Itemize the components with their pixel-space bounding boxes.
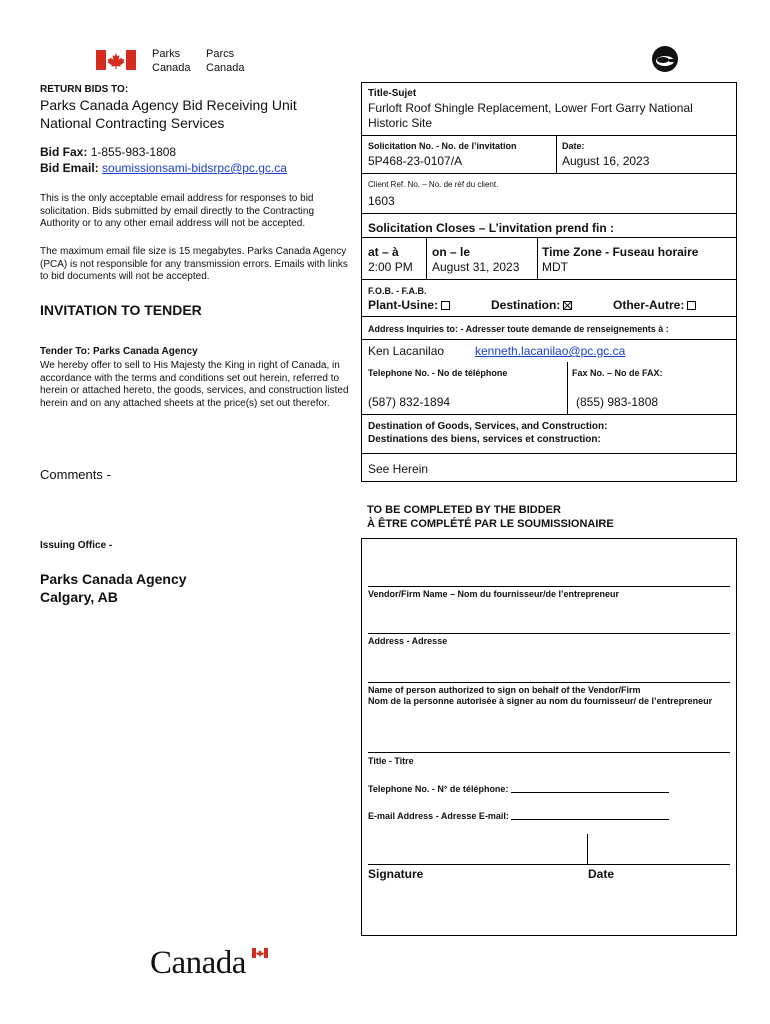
divider [361,237,737,238]
signature-label: Signature [368,867,424,881]
vendor-line[interactable] [368,586,730,587]
size-note: The maximum email file size is 15 megabytes. Parks Canada Agency (PCA) is not responsible for any transmission errors. Emails with links to bid documents will not be accepted. [40,246,348,282]
parks-fr-line2: Canada [206,61,245,74]
title-line[interactable] [368,752,730,753]
tender-text: We hereby offer to sell to His Majesty the King in right of Canada, in accordance with the terms and conditions set out herein, referred to herein or attached hereto, the goods, services, and construction listed herein and on any attached sheets at the price(s) set out therefor. [40,360,349,409]
fob-other-checkbox[interactable] [687,301,696,310]
return-bids-label: RETURN BIDS TO: [40,84,129,95]
fax-value: (855) 983-1808 [576,395,659,409]
fob-other [613,298,696,312]
comments-label: Comments - [40,467,111,482]
on-label: on – le [432,245,471,259]
canada-wordmark-text: Canada [150,945,246,981]
divider [361,316,737,317]
bid-fax [40,145,176,160]
solicitation-label: Solicitation No. - No. de l’invitation [368,141,517,151]
bidder-phone [368,783,669,794]
fob-plant [368,298,450,312]
fob-destination [491,298,572,312]
issuing-office-name: Parks Canada Agency Calgary, AB [40,571,187,605]
bidder-heading: TO BE COMPLETED BY THE BIDDER À ÊTRE COMPLÉTÉ PAR LE SOUMISSIONAIRE [367,504,614,530]
tender-to: Tender To: Parks Canada Agency [40,346,198,357]
date-label: Date: [562,141,585,151]
client-ref-label: Client Ref. No. – No. de réf du client. [368,180,499,189]
email-note: This is the only acceptable email address for responses to bid solicitation. Bids submitted by email directly to the Contracting Authority or to any other email address will not be accepted. [40,193,315,229]
divider [587,834,588,864]
bidder-email-label: E-mail Address - Adresse E-mail: [368,811,509,821]
bid-fax-value: 1-855-983-1808 [90,145,177,159]
parks-fr-line1: Parcs [206,48,235,60]
divider [361,414,737,415]
fob-plant-checkbox[interactable] [441,301,450,310]
return-bids-org: Parks Canada Agency Bid Receiving Unit National Contracting Services [40,97,297,131]
beaver-logo-icon [650,44,680,74]
destination-label: Destination of Goods, Services, and Construction: Destinations des biens, services et construction: [368,421,608,445]
divider [537,237,538,279]
divider [361,453,737,454]
address-inquiries-label: Address Inquiries to: - Adresser toute demande de renseignements à : [368,324,669,334]
address-line[interactable] [368,633,730,634]
divider [361,279,737,280]
fob-other-label: Other-Autre: [613,298,685,312]
divider [361,135,737,136]
bid-email [40,161,287,176]
invitation-heading: INVITATION TO TENDER [40,302,202,318]
fob-label: F.O.B. - F.A.B. [368,286,427,296]
at-value: 2:00 PM [368,260,413,274]
title-label: Title-Sujet [368,88,417,99]
phone-value: (587) 832-1894 [368,395,451,409]
divider [556,135,557,173]
contact-email-link[interactable]: kenneth.lacanilao@pc.gc.ca [475,344,626,358]
bidder-email-field[interactable] [511,810,669,820]
closes-label: Solicitation Closes – L’invitation prend fin : [368,221,615,235]
solicitation-value: 5P468-23-0107/A [368,154,463,168]
divider [361,339,737,340]
divider [361,173,737,174]
phone-label: Telephone No. - No de téléphone [368,368,508,378]
destination-value: See Herein [368,462,429,476]
contact-name: Ken Lacanilao [368,344,445,358]
signature-line[interactable] [368,864,730,865]
bidder-phone-field[interactable] [511,783,669,793]
client-ref-value: 1603 [368,194,395,208]
parks-en-line1: Parks [152,48,181,60]
bid-fax-label: Bid Fax: [40,145,88,159]
fax-label: Fax No. – No de FAX: [572,368,663,378]
canada-wordmark-flag-icon [252,948,268,958]
canada-flag-icon [96,50,136,70]
parks-en-line2: Canada [152,61,191,74]
bid-email-label: Bid Email: [40,161,99,175]
fob-plant-label: Plant-Usine: [368,298,439,312]
divider [567,362,568,414]
person-label: Name of person authorized to sign on behalf of the Vendor/Firm Nom de la personne autorisée à signer au nom du fournisseur/ de l’entrepreneur [368,685,713,707]
bidder-date-label: Date [588,867,615,881]
fob-destination-checkbox[interactable] [563,301,572,310]
bid-email-link[interactable]: soumissionsami-bidsrpc@pc.gc.ca [102,161,287,175]
bidder-title-label: Title - Titre [368,756,414,766]
issuing-office-label: Issuing Office - [40,540,113,551]
canada-wordmark [150,944,280,984]
bidder-email [368,810,669,821]
address-label: Address - Adresse [368,636,448,646]
title-value: Furloft Roof Shingle Replacement, Lower Fort Garry National Historic Site [368,101,693,130]
vendor-label: Vendor/Firm Name – Nom du fournisseur/de l’entrepreneur [368,589,620,599]
tz-value: MDT [542,260,568,274]
tz-label: Time Zone - Fuseau horaire [542,245,699,259]
divider [361,213,737,214]
fob-destination-label: Destination: [491,298,561,312]
person-line[interactable] [368,682,730,683]
parks-canada-signature [96,48,256,74]
parks-fr-label [206,48,245,76]
bidder-phone-label: Telephone No. - N° de téléphone: [368,784,509,794]
parks-en-label [152,48,191,76]
on-value: August 31, 2023 [432,260,520,274]
divider [426,237,427,279]
at-label: at – à [368,245,399,259]
date-value: August 16, 2023 [562,154,650,168]
